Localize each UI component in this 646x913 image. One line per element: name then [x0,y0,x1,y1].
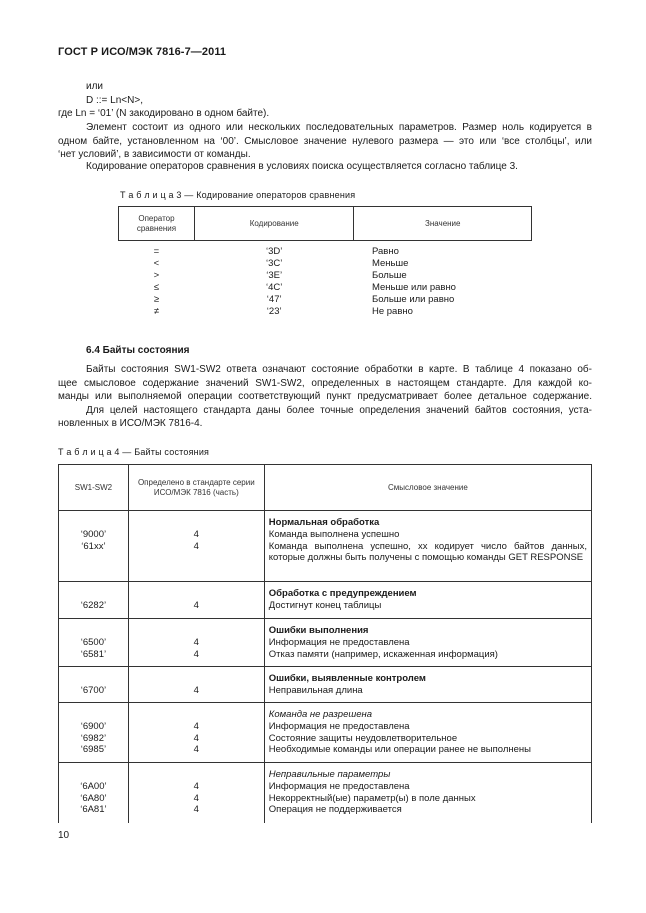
table3-code: ‘47’ [266,294,282,305]
table3-meaning: Не равно [371,306,413,317]
table3-operator: ≠ [153,306,160,317]
intro-formula: D ::= Ln<N>, [86,95,143,106]
table4-part: 4 [193,732,199,744]
table4-meaning-line: Команда выполнена успешно [268,528,400,540]
table4-part: 4 [193,720,199,732]
table4-parts [128,667,264,703]
intro-paragraph-line: ‘нет условий’, в зависимости от команды. [58,149,251,160]
table4-part: 4 [193,684,199,696]
table3-code: ‘23’ [266,306,282,317]
table3-operator: > [153,270,160,281]
table4 [58,464,592,823]
table3-code: ‘3D’ [266,246,283,257]
table3-body [119,241,532,324]
table4-code: ‘9000’ [80,528,107,540]
table4-code: ‘6985’ [80,744,107,756]
table4-meaning-line: Некорректный(ые) параметр(ы) в поле данных [268,792,476,804]
table3-meaning: Больше или равно [371,294,455,305]
table4-part: 4 [193,540,199,552]
table3-header-operator: Оператор сравнения [119,207,195,241]
table4-parts [128,582,264,619]
table4-header-row [59,465,592,511]
table4-code: ‘6900’ [80,720,107,732]
table4-meaning-line: Команда выполнена успешно, xx кодирует число байтов данных, которые должны быть получены с помощью команды GET RESPONSE [268,540,587,564]
section-paragraph-line: новленных в ИСО/МЭК 7816-4. [58,418,203,429]
table4-meanings [264,667,591,703]
table4-part: 4 [193,648,199,660]
table3-meaning: Больше [371,270,407,281]
table4-codes [59,619,129,667]
intro-paragraph-line: одном байте, установленном на ‘00’. Смысловое значение нулевого размера — это или ‘все столбцы’, или [58,136,592,147]
table3-meaning: Меньше [371,258,409,269]
table3-meaning: Меньше или равно [371,282,456,293]
section-paragraph-line: Байты состояния SW1-SW2 ответа означают состояние обработки в карте. В таблице 4 показано об- [86,364,592,375]
table4-group-row [59,619,592,667]
table4-part: 4 [193,744,199,756]
table4-codes [59,582,129,619]
table4-part: 4 [193,528,199,540]
table4-header-part: Определено в стандарте серии ИСО/МЭК 7816 (часть) [128,465,264,511]
document-header: ГОСТ Р ИСО/МЭК 7816-7—2011 [58,46,227,58]
table4-meanings [264,619,591,667]
table3-col-codes [194,241,354,324]
table4-group-row [59,667,592,703]
section-paragraph-line: щее смысловое содержание значений SW1-SW2, определенных в настоящем стандарте. Для каждой ко- [58,378,592,389]
table4-meaning-line: Неправильная длина [268,684,363,696]
table4-group-row [59,582,592,619]
table4-header-meaning: Смысловое значение [264,465,591,511]
table4-code: ‘6A80’ [80,792,107,804]
table3-meaning: Равно [371,246,399,257]
table4-meaning-line: Информация не предоставлена [268,720,410,732]
table4-code: ‘6982’ [80,732,107,744]
table4-meaning-line: Информация не предоставлена [268,780,410,792]
table4-part: 4 [193,792,199,804]
table4-group-row [59,763,592,823]
table3-operator: ≥ [153,294,160,305]
table4-part: 4 [193,599,199,611]
table4-meaning-line: Достигнут конец таблицы [268,599,382,611]
table3-col-meanings [354,241,532,324]
table4-meaning-line: Состояние защиты неудовлетворительное [268,732,458,744]
table4-meanings [264,703,591,763]
table4-group-title: Обработка с предупреждением [268,588,417,599]
table4-header-sw: SW1-SW2 [59,465,129,511]
table3-operator: < [153,258,160,269]
table4-part: 4 [193,804,199,816]
table4-code: ‘6700’ [80,684,107,696]
table3-code: ‘3C’ [266,258,283,269]
table4-codes [59,511,129,582]
table4-codes [59,763,129,823]
table3-code: ‘4C’ [266,282,283,293]
table4-code: ‘6581’ [80,648,107,660]
table4-parts [128,703,264,763]
table3-code: ‘3E’ [266,270,283,281]
table4-code: ‘6A00’ [80,780,107,792]
table4-caption: Т а б л и ц а 4 — Байты состояния [58,447,210,457]
table4-group-title: Ошибки, выявленные контролем [268,673,426,684]
table4-group-row [59,511,592,582]
intro-paragraph-2: Кодирование операторов сравнения в условиях поиска осуществляется согласно таблице 3. [86,161,518,172]
table4-meanings [264,582,591,619]
table3-col-operators [119,241,195,324]
table3-header-coding: Кодирование [194,207,354,241]
table4-meanings [264,763,591,823]
table4-code: ‘6282’ [80,599,107,611]
table4-part: 4 [193,780,199,792]
table4-group-title: Неправильные параметры [268,769,391,780]
table3 [118,206,532,323]
table4-group-title: Нормальная обработка [268,517,380,528]
table4-meaning-line: Операция не поддерживается [268,804,402,816]
intro-line-or: или [86,81,104,92]
table3-header-meaning: Значение [354,207,532,241]
table4-code: ‘6A81’ [80,804,107,816]
section-title: 6.4 Байты состояния [86,345,190,356]
page-number: 10 [58,830,70,841]
table4-parts [128,763,264,823]
table4-group-row [59,703,592,763]
table4-group-title: Ошибки выполнения [268,625,369,636]
table4-meaning-line: Необходимые команды или операции ранее не выполнены [268,744,532,756]
table3-caption: Т а б л и ц а 3 — Кодирование операторов сравнения [120,190,356,200]
table4-parts [128,511,264,582]
intro-where: где Ln = ‘01’ (N закодировано в одном байте). [58,108,270,119]
table4-meaning-line: Информация не предоставлена [268,636,410,648]
table3-operator: = [153,246,160,257]
table4-part: 4 [193,636,199,648]
table4-codes [59,703,129,763]
table4-codes [59,667,129,703]
section-paragraph-line: манды или выполняемой операции соответствующий пункт предусматривает более детальное содержание. [58,391,592,402]
table4-parts [128,619,264,667]
table4-meanings [264,511,591,582]
section-paragraph-line: Для целей настоящего стандарта даны более точные определения значений байтов состояния, уста- [86,405,592,416]
table4-meaning-line: Отказ памяти (например, искаженная информация) [268,648,498,660]
table4-code: ‘6500’ [80,636,107,648]
table4-code: ‘61xx’ [81,540,106,552]
table4-group-title: Команда не разрешена [268,709,373,720]
table3-operator: ≤ [153,282,160,293]
table3-header-row [119,207,532,241]
intro-paragraph-line: Элемент состоит из одного или нескольких последовательных параметров. Размер ноль кодируется в [86,122,592,133]
